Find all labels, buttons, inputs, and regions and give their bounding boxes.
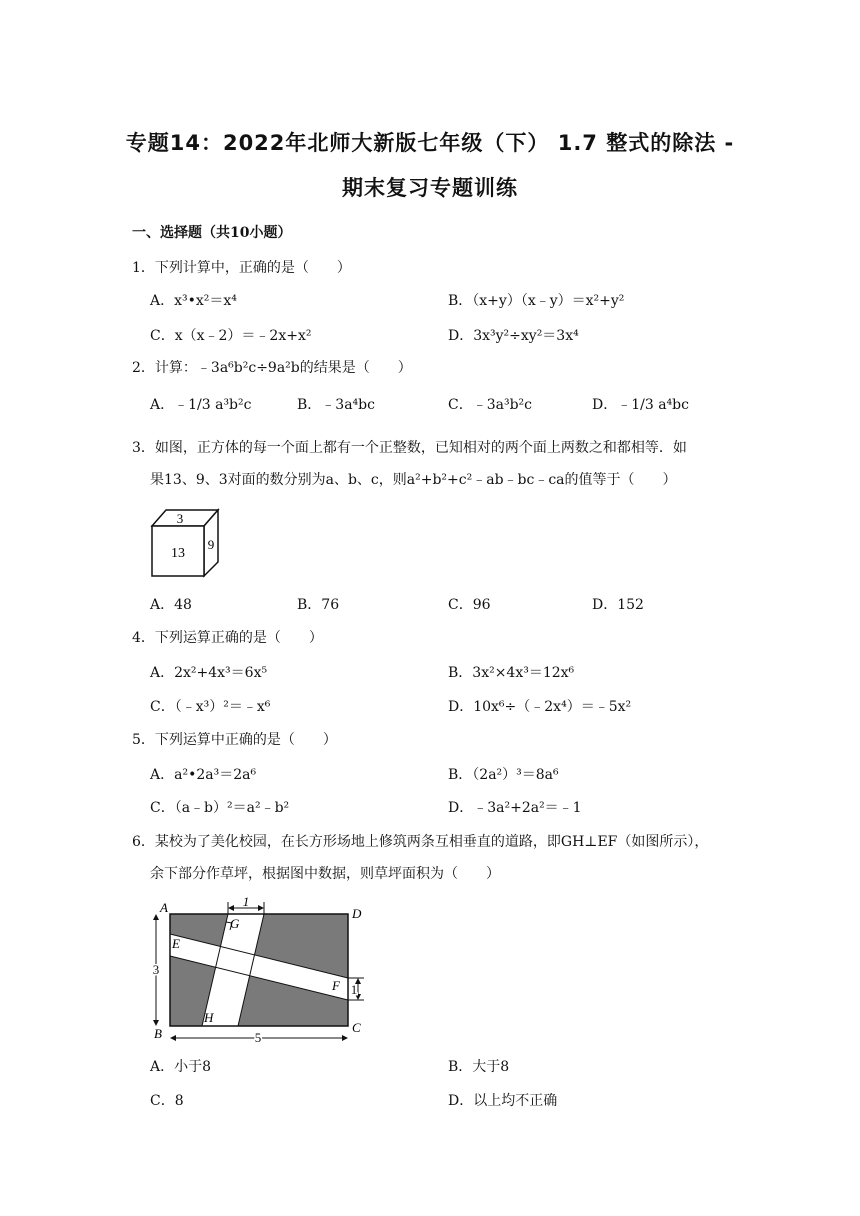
document-title-line-1: 专题14：2022年北师大新版七年级（下） 1.7 整式的除法 - xyxy=(125,131,735,155)
question-3-cube-figure xyxy=(148,506,224,580)
label-d: D xyxy=(352,906,362,921)
dim-right: 1 xyxy=(350,982,358,997)
question-6-option-d: D．以上均不正确 xyxy=(448,1093,558,1109)
question-6-stem-line-2: 余下部分作草坪，根据图中数据，则草坪面积为（ ） xyxy=(150,866,500,882)
question-3-option-d: D．152 xyxy=(592,597,644,613)
question-1-option-a: A．x³•x²＝x⁴ xyxy=(150,293,237,309)
label-a: A xyxy=(160,900,168,915)
question-6-option-a: A．小于8 xyxy=(150,1059,212,1075)
question-5-option-d: D．﹣3a²+2a²＝﹣1 xyxy=(448,800,582,816)
dim-top: 1 xyxy=(242,896,250,909)
dim-left: 3 xyxy=(152,962,160,977)
question-3-stem-line-2: 果13、9、3对面的数分别为a、b、c，则a²+b²+c²﹣ab﹣bc﹣ca的值等于（ ） xyxy=(150,472,677,488)
question-4-option-b: B．3x²×4x³＝12x⁶ xyxy=(448,665,575,681)
question-2-option-d: D．﹣1/3 a⁴bc xyxy=(592,397,689,413)
cube-top-number: 3 xyxy=(176,511,184,526)
question-3-option-b: B．76 xyxy=(297,597,340,613)
dim-bottom: 5 xyxy=(254,1030,262,1045)
question-6-option-b: B．大于8 xyxy=(448,1059,510,1075)
label-e: E xyxy=(172,936,180,951)
label-c: C xyxy=(352,1020,361,1035)
question-5-option-a: A．a²•2a³＝2a⁶ xyxy=(150,767,257,783)
question-3-option-a: A．48 xyxy=(150,597,192,613)
label-b: B xyxy=(154,1026,162,1041)
cube-front-number: 13 xyxy=(171,546,185,561)
question-6-stem-line-1: 6．某校为了美化校园，在长方形场地上修筑两条互相垂直的道路，即GH⊥EF（如图所示）， xyxy=(132,834,709,850)
question-3-option-c: C．96 xyxy=(448,597,491,613)
question-1-option-b: B．（x+y）（x﹣y）＝x²+y² xyxy=(448,293,625,309)
question-4-option-d: D．10x⁶÷（﹣2x⁴）＝﹣5x² xyxy=(448,699,632,715)
question-4-option-a: A．2x²+4x³＝6x⁵ xyxy=(150,665,268,681)
question-5-stem: 5．下列运算中正确的是（ ） xyxy=(132,732,337,748)
label-h: H xyxy=(204,1010,214,1025)
question-1-stem: 1．下列计算中，正确的是（ ） xyxy=(132,260,351,276)
cube-side-number: 9 xyxy=(207,537,215,552)
question-3-stem-line-1: 3．如图，正方体的每一个面上都有一个正整数，已知相对的两个面上两数之和都相等．如 xyxy=(132,440,687,456)
question-2-option-c: C．﹣3a³b²c xyxy=(448,397,532,413)
section-heading: 一、选择题（共10小题） xyxy=(132,225,292,241)
question-2-stem: 2．计算：﹣3a⁶b²c÷9a²b的结果是（ ） xyxy=(132,360,412,376)
question-1-option-c: C．x（x﹣2）＝﹣2x+x² xyxy=(150,328,312,344)
question-6-rectangle-figure xyxy=(146,896,376,1048)
question-2-option-a: A．﹣1/3 a³b²c xyxy=(150,397,252,413)
label-g: G xyxy=(230,916,240,931)
question-4-stem: 4．下列运算正确的是（ ） xyxy=(132,630,323,646)
question-5-option-b: B．（2a²）³＝8a⁶ xyxy=(448,767,559,783)
label-f: F xyxy=(332,978,340,993)
question-6-option-c: C．8 xyxy=(150,1093,184,1109)
question-1-option-d: D．3x³y²÷xy²＝3x⁴ xyxy=(448,328,579,344)
question-5-option-c: C．（a﹣b）²＝a²﹣b² xyxy=(150,800,290,816)
question-2-option-b: B．﹣3a⁴bc xyxy=(297,397,375,413)
document-title-line-2: 期末复习专题训练 xyxy=(342,176,518,200)
question-4-option-c: C．（﹣x³）²＝﹣x⁶ xyxy=(150,699,271,715)
